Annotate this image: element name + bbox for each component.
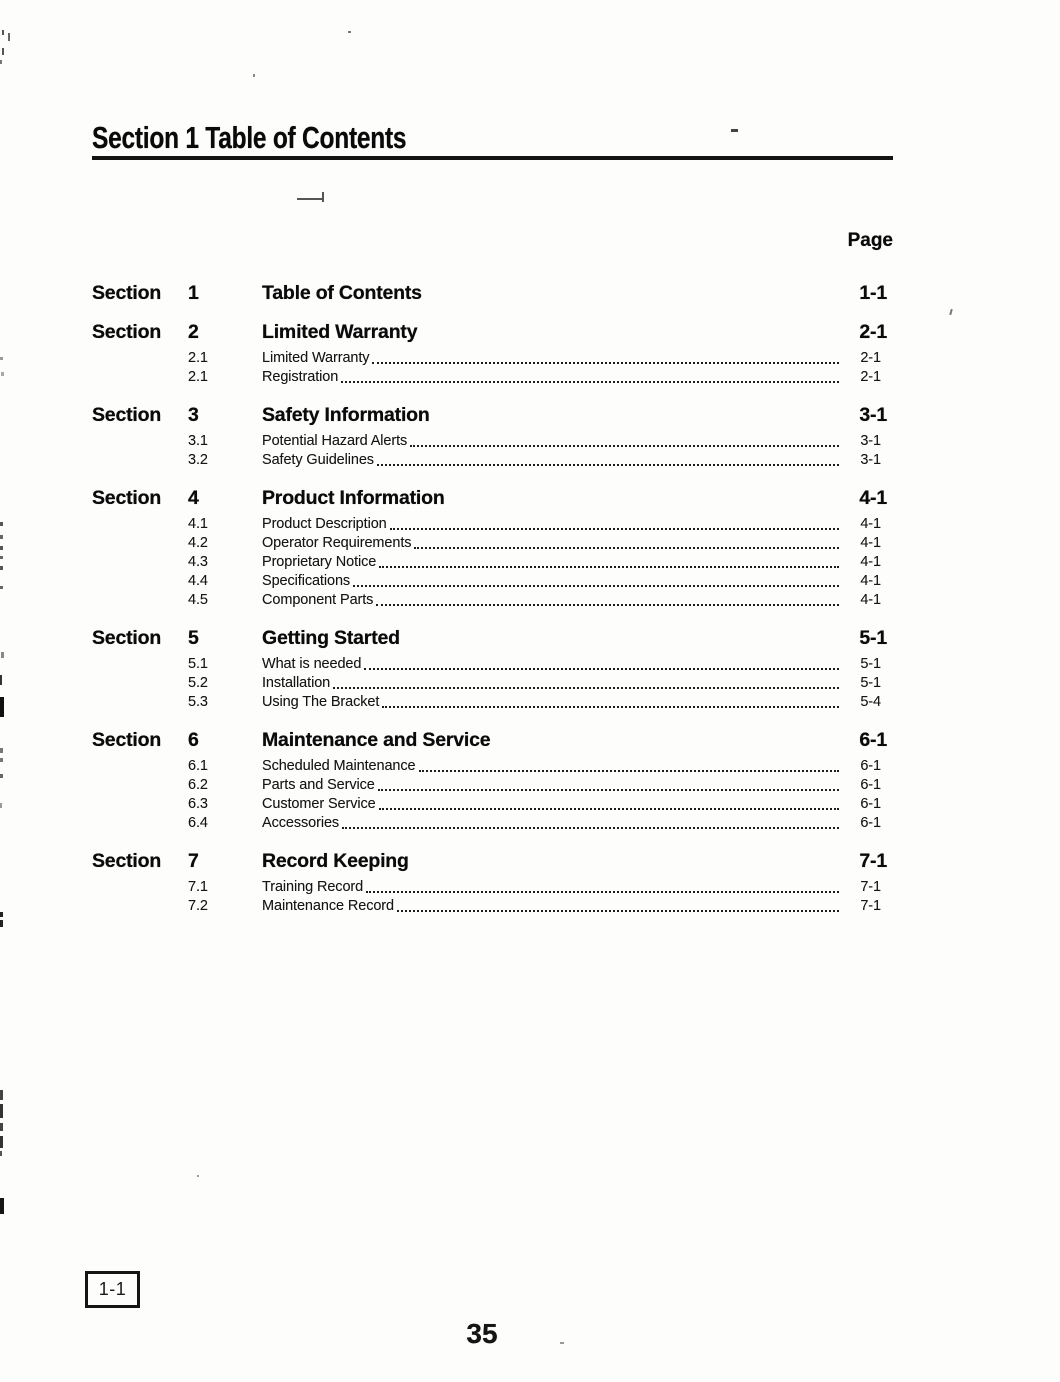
scan-artifact (0, 1090, 3, 1100)
scan-artifact (0, 60, 2, 64)
toc-section (92, 283, 893, 304)
section-title: Maintenance and Service (262, 729, 491, 751)
scan-artifact (297, 198, 323, 200)
item-title-wrap (262, 368, 841, 387)
footer-box-label: 1-1 (98, 1279, 127, 1299)
item-page-number: 7-1 (860, 879, 881, 895)
section-page-number: 1-1 (859, 282, 887, 304)
section-title: Product Information (262, 487, 445, 509)
toc-item-row (92, 591, 893, 610)
toc-item-row (92, 349, 893, 368)
scan-artifact (1, 652, 4, 658)
item-title-wrap (262, 776, 841, 795)
item-number: 6.1 (188, 758, 208, 774)
item-title-wrap (262, 897, 841, 916)
section-label: Section (92, 850, 162, 872)
toc-item-row (92, 814, 893, 833)
item-title: Component Parts (262, 592, 374, 608)
dotted-leader (366, 891, 839, 893)
item-number: 5.1 (188, 656, 208, 672)
item-title: Specifications (262, 573, 351, 589)
toc-section (92, 405, 893, 470)
item-title-wrap (262, 451, 841, 470)
item-title-wrap (262, 878, 841, 897)
item-title-wrap (262, 655, 841, 674)
item-number: 6.3 (188, 796, 208, 812)
section-title: Getting Started (262, 627, 400, 649)
section-page-number: 5-1 (859, 627, 887, 649)
item-title-wrap (262, 515, 841, 534)
section-row (92, 488, 893, 509)
toc-section (92, 851, 893, 916)
item-title: Installation (262, 675, 331, 691)
section-items (92, 349, 893, 387)
item-title: Safety Guidelines (262, 452, 374, 468)
item-number: 4.4 (188, 573, 208, 589)
toc-item-row (92, 693, 893, 712)
item-page-number: 3-1 (860, 452, 881, 468)
section-label: Section (92, 321, 162, 343)
scan-artifact (0, 535, 3, 539)
section-items (92, 878, 893, 916)
item-page-number: 6-1 (860, 796, 881, 812)
scan-artifact (0, 546, 3, 550)
item-page-number: 2-1 (860, 369, 881, 385)
section-page-number: 6-1 (859, 729, 887, 751)
section-row (92, 283, 893, 304)
section-number: 7 (188, 850, 199, 872)
section-page-number: 3-1 (859, 404, 887, 426)
item-title-wrap (262, 814, 841, 833)
item-number: 4.5 (188, 592, 208, 608)
section-number: 3 (188, 404, 199, 426)
item-page-number: 3-1 (860, 433, 881, 449)
item-title-wrap (262, 553, 841, 572)
toc-item-row (92, 368, 893, 387)
scan-artifact (0, 357, 3, 360)
item-title: Training Record (262, 879, 364, 895)
item-title: Accessories (262, 815, 340, 831)
section-page-number: 7-1 (859, 850, 887, 872)
section-number: 4 (188, 487, 199, 509)
item-number: 5.3 (188, 694, 208, 710)
item-title: Operator Requirements (262, 535, 412, 551)
dotted-leader (390, 528, 839, 530)
scan-artifact (322, 192, 324, 202)
item-page-number: 5-4 (860, 694, 881, 710)
scan-artifact (253, 74, 255, 77)
scan-artifact (0, 566, 3, 570)
title-underline-rule (92, 156, 893, 160)
scan-artifact (0, 1136, 3, 1148)
section-label: Section (92, 627, 162, 649)
scan-artifact (348, 31, 351, 33)
scan-artifact (0, 758, 3, 762)
item-title: Limited Warranty (262, 350, 370, 366)
item-number: 7.1 (188, 879, 208, 895)
item-number: 4.1 (188, 516, 208, 532)
toc-item-row (92, 757, 893, 776)
scan-artifact (0, 912, 3, 917)
section-page-number: 2-1 (859, 321, 887, 343)
dotted-leader (382, 706, 839, 708)
item-number: 3.1 (188, 433, 208, 449)
scan-artifact (8, 33, 10, 41)
item-title-wrap (262, 674, 841, 693)
scan-artifact (0, 803, 2, 808)
item-title: Registration (262, 369, 339, 385)
footer-page-box (85, 1271, 140, 1308)
item-page-number: 4-1 (860, 592, 881, 608)
toc-item-row (92, 515, 893, 534)
scan-artifact (0, 1151, 2, 1156)
scan-artifact (0, 697, 4, 717)
scan-artifact (0, 1104, 3, 1118)
item-page-number: 2-1 (860, 350, 881, 366)
scan-artifact (1, 372, 4, 376)
section-row (92, 405, 893, 426)
toc-item-row (92, 655, 893, 674)
item-number: 4.2 (188, 535, 208, 551)
table-of-contents (92, 283, 893, 916)
scan-artifact (949, 309, 952, 315)
section-page-number: 4-1 (859, 487, 887, 509)
section-title: Record Keeping (262, 850, 409, 872)
dotted-leader (364, 668, 839, 670)
item-title: Scheduled Maintenance (262, 758, 416, 774)
section-row (92, 730, 893, 751)
item-title-wrap (262, 591, 841, 610)
dotted-leader (379, 808, 839, 810)
item-title: Product Description (262, 516, 387, 532)
scan-artifact (197, 1175, 199, 1177)
toc-item-row (92, 451, 893, 470)
section-number: 6 (188, 729, 199, 751)
toc-item-row (92, 897, 893, 916)
item-page-number: 6-1 (860, 758, 881, 774)
toc-item-row (92, 776, 893, 795)
item-number: 6.2 (188, 777, 208, 793)
toc-item-row (92, 432, 893, 451)
toc-section (92, 730, 893, 833)
item-page-number: 6-1 (860, 777, 881, 793)
dotted-leader (376, 604, 839, 606)
item-title-wrap (262, 757, 841, 776)
item-page-number: 6-1 (860, 815, 881, 831)
item-number: 2.1 (188, 350, 208, 366)
item-title-wrap (262, 572, 841, 591)
dotted-leader (410, 445, 839, 447)
item-page-number: 4-1 (860, 554, 881, 570)
item-title: Using The Bracket (262, 694, 380, 710)
scan-artifact (0, 748, 3, 753)
dotted-leader (333, 687, 839, 689)
dotted-leader (341, 381, 839, 383)
item-title: What is needed (262, 656, 362, 672)
item-number: 6.4 (188, 815, 208, 831)
item-page-number: 5-1 (860, 675, 881, 691)
page-title: Section 1 Table of Contents (92, 120, 407, 155)
section-items (92, 757, 893, 833)
scan-artifact (731, 129, 738, 132)
item-number: 3.2 (188, 452, 208, 468)
item-title-wrap (262, 432, 841, 451)
item-title-wrap (262, 795, 841, 814)
dotted-leader (397, 910, 839, 912)
toc-item-row (92, 553, 893, 572)
scan-artifact (2, 30, 4, 35)
toc-item-row (92, 674, 893, 693)
section-title: Limited Warranty (262, 321, 418, 343)
toc-item-row (92, 878, 893, 897)
scan-artifact (0, 920, 3, 927)
section-label: Section (92, 282, 162, 304)
scan-artifact (560, 1342, 564, 1344)
section-label: Section (92, 729, 162, 751)
scan-artifact (0, 774, 3, 778)
section-number: 1 (188, 282, 199, 304)
dotted-leader (379, 566, 839, 568)
section-number: 5 (188, 627, 199, 649)
section-row (92, 851, 893, 872)
section-items (92, 655, 893, 712)
item-number: 5.2 (188, 675, 208, 691)
dotted-leader (419, 770, 840, 772)
item-title: Proprietary Notice (262, 554, 377, 570)
item-page-number: 4-1 (860, 535, 881, 551)
scan-artifact (0, 675, 2, 685)
toc-section (92, 488, 893, 610)
footer-page-number: 35 (466, 1318, 498, 1349)
scan-artifact (0, 586, 3, 589)
item-page-number: 5-1 (860, 656, 881, 672)
section-title: Table of Contents (262, 282, 422, 304)
item-title-wrap (262, 534, 841, 553)
scan-artifact (0, 1123, 3, 1131)
item-title-wrap (262, 693, 841, 712)
toc-section (92, 322, 893, 387)
scan-artifact (2, 48, 4, 55)
item-title: Potential Hazard Alerts (262, 433, 408, 449)
toc-item-row (92, 572, 893, 591)
scan-artifact (0, 556, 3, 559)
item-number: 2.1 (188, 369, 208, 385)
item-title: Maintenance Record (262, 898, 394, 914)
item-page-number: 4-1 (860, 573, 881, 589)
item-page-number: 4-1 (860, 516, 881, 532)
scan-artifact (0, 522, 3, 526)
scan-artifact (0, 1198, 4, 1214)
toc-item-row (92, 795, 893, 814)
item-title: Customer Service (262, 796, 376, 812)
section-label: Section (92, 487, 162, 509)
toc-section (92, 628, 893, 712)
dotted-leader (342, 827, 839, 829)
section-label: Section (92, 404, 162, 426)
item-number: 4.3 (188, 554, 208, 570)
section-row (92, 628, 893, 649)
section-items (92, 515, 893, 610)
dotted-leader (377, 464, 839, 466)
item-page-number: 7-1 (860, 898, 881, 914)
section-row (92, 322, 893, 343)
section-number: 2 (188, 321, 199, 343)
item-title: Parts and Service (262, 777, 375, 793)
section-items (92, 432, 893, 470)
dotted-leader (414, 547, 839, 549)
section-title: Safety Information (262, 404, 430, 426)
item-title-wrap (262, 349, 841, 368)
dotted-leader (378, 789, 839, 791)
toc-item-row (92, 534, 893, 553)
item-number: 7.2 (188, 898, 208, 914)
dotted-leader (353, 585, 839, 587)
dotted-leader (372, 362, 839, 364)
page-column-label: Page (847, 230, 893, 251)
